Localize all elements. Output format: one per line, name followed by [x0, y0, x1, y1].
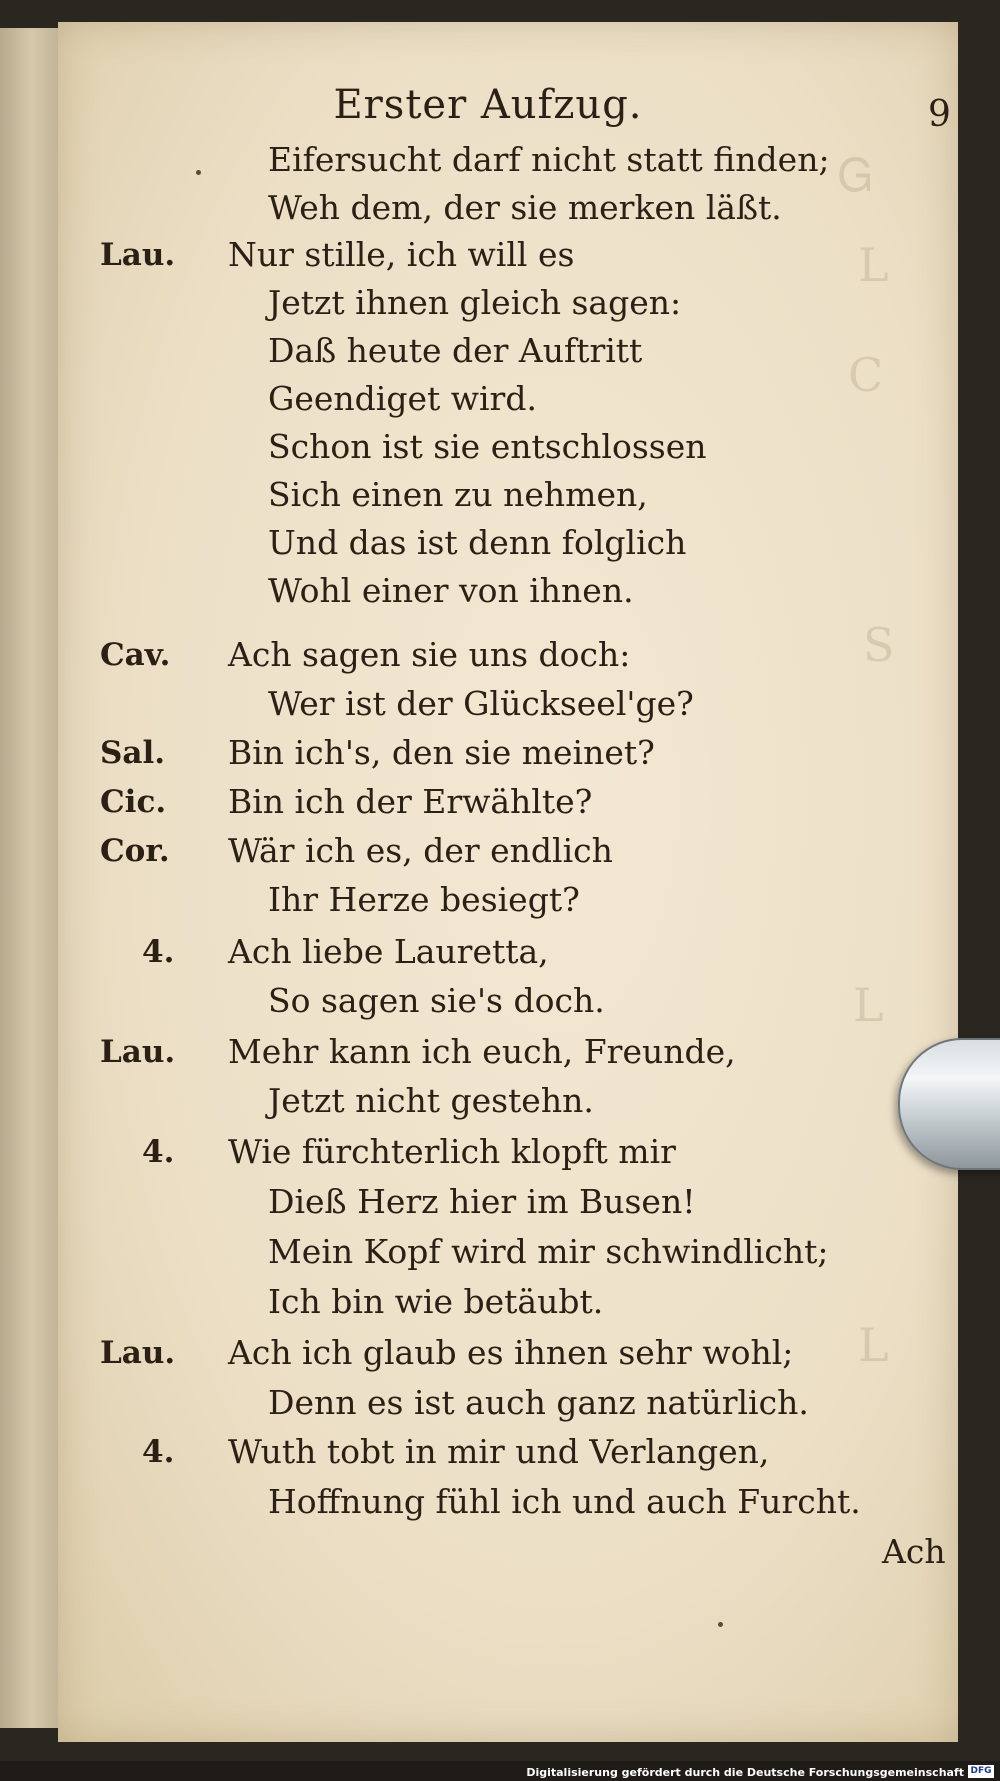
- show-through-mark: Ꮐ: [838, 148, 873, 202]
- verse-line: Geendiget wird.: [268, 379, 537, 418]
- verse-line: Schon ist sie entschlossen: [268, 427, 707, 466]
- verse-line: Ach liebe Lauretta,: [228, 932, 549, 971]
- verse-line: Denn es ist auch ganz natürlich.: [268, 1383, 809, 1422]
- verse-line: Wie fürchterlich klopft mir: [228, 1132, 676, 1171]
- verse-line: Ihr Herze besiegt?: [268, 880, 580, 919]
- verse-line: Wär ich es, der endlich: [228, 831, 613, 870]
- show-through-mark: L: [853, 978, 884, 1032]
- show-through-mark: L: [858, 238, 889, 292]
- verse-line: Bin ich's, den sie meinet?: [228, 733, 655, 772]
- verse-line: Jetzt ihnen gleich sagen:: [268, 283, 682, 322]
- footer-bar: [0, 1761, 1000, 1781]
- verse-line: Wohl einer von ihnen.: [268, 571, 634, 610]
- show-through-mark: S: [863, 618, 895, 672]
- verse-line: Hoffnung fühl ich und auch Furcht.: [268, 1482, 861, 1521]
- speaker-label: Cor.: [100, 833, 170, 869]
- speaker-label: Cic.: [100, 784, 167, 820]
- verse-line: Mehr kann ich euch, Freunde,: [228, 1032, 736, 1071]
- verse-line: Bin ich der Erwählte?: [228, 782, 593, 821]
- running-header: Erster Aufzug.: [333, 82, 643, 128]
- ink-speck: [718, 1622, 723, 1627]
- book-page: [58, 22, 958, 1742]
- speaker-label: 4.: [142, 934, 175, 970]
- verse-line: Daß heute der Auftritt: [268, 331, 643, 370]
- verse-line: Nur stille, ich will es: [228, 235, 575, 274]
- verse-line: Ach ich glaub es ihnen sehr wohl;: [228, 1333, 794, 1372]
- catchword: Ach: [882, 1532, 946, 1571]
- verse-line: Eifersucht darf nicht statt finden;: [268, 140, 830, 179]
- speaker-label: Cav.: [100, 637, 171, 673]
- speaker-label: Lau.: [100, 1335, 176, 1371]
- verse-line: Ich bin wie betäubt.: [268, 1282, 604, 1321]
- verse-line: Dieß Herz hier im Busen!: [268, 1182, 696, 1221]
- verse-line: Jetzt nicht gestehn.: [268, 1081, 594, 1120]
- show-through-mark: C: [848, 348, 884, 402]
- verse-line: Und das ist denn folglich: [268, 523, 687, 562]
- speaker-label: Sal.: [100, 735, 166, 771]
- speaker-label: 4.: [142, 1434, 175, 1470]
- dfg-logo: DFG: [968, 1765, 994, 1778]
- verse-line: Weh dem, der sie merken läßt.: [268, 188, 782, 227]
- footer-credit: Digitalisierung gefördert durch die Deutsche Forschungsgemeinschaft: [526, 1766, 964, 1779]
- ink-speck: [196, 170, 201, 175]
- speaker-label: Lau.: [100, 1034, 176, 1070]
- verse-line: Wer ist der Glückseel'ge?: [268, 684, 694, 723]
- speaker-label: 4.: [142, 1134, 175, 1170]
- speaker-label: Lau.: [100, 237, 176, 273]
- verse-line: Mein Kopf wird mir schwindlicht;: [268, 1232, 829, 1271]
- verse-line: Sich einen zu nehmen,: [268, 475, 648, 514]
- verse-line: So sagen sie's doch.: [268, 981, 605, 1020]
- verse-line: Ach sagen sie uns doch:: [228, 635, 631, 674]
- facing-page-edge: [0, 28, 60, 1728]
- verse-line: Wuth tobt in mir und Verlangen,: [228, 1432, 770, 1471]
- page-number: 9: [928, 94, 951, 135]
- show-through-mark: L: [858, 1318, 889, 1372]
